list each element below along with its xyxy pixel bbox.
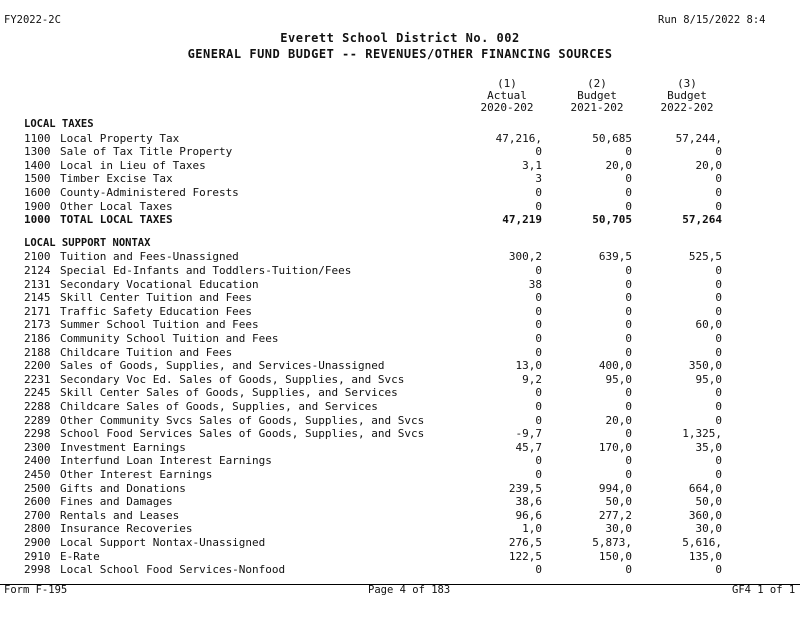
account-description: Childcare Sales of Goods, Supplies, and Services <box>60 400 378 413</box>
table-row <box>0 482 800 496</box>
budget-prior-value: 30,0 <box>605 522 632 536</box>
budget-current-value: 95,0 <box>695 372 722 386</box>
account-code: 2910 <box>24 549 51 563</box>
actual-value: 96,6 <box>515 508 542 522</box>
account-code: 1300 <box>24 145 51 159</box>
budget-prior-value: 150,0 <box>598 549 632 563</box>
budget-prior-value: 994,0 <box>598 481 632 495</box>
account-description: Childcare Tuition and Fees <box>60 345 233 359</box>
column-2-type: Budget <box>577 89 617 102</box>
run-timestamp: Run 8/15/2022 8:4 <box>658 14 766 26</box>
account-description: Local School Food Services-Nonfood <box>60 563 286 577</box>
table-row <box>0 213 800 227</box>
budget-prior-value: 0 <box>625 145 632 159</box>
account-description: Traffic Safety Education Fees <box>60 304 253 318</box>
budget-prior-value: 170,0 <box>598 440 632 454</box>
page-number: Page 4 of 183 <box>368 584 451 596</box>
table-row <box>0 359 800 373</box>
budget-current-value: 0 <box>715 145 722 159</box>
account-code: 2600 <box>24 495 51 509</box>
column-3-year: 2022-202 <box>660 101 714 114</box>
account-code: 2124 <box>24 264 51 277</box>
account-description: Other Local Taxes <box>60 199 173 213</box>
account-description: Investment Earnings <box>60 440 186 454</box>
account-description: Interfund Loan Interest Earnings <box>60 454 272 468</box>
table-row <box>0 414 800 428</box>
budget-prior-value: 0 <box>625 332 632 345</box>
budget-current-value: 20,0 <box>695 158 722 172</box>
budget-prior-value: 50,705 <box>592 213 632 227</box>
account-code: 2298 <box>24 427 51 441</box>
budget-prior-value: 0 <box>625 468 632 481</box>
account-code: 2800 <box>24 522 51 536</box>
table-row <box>0 441 800 455</box>
actual-value: 13,0 <box>515 359 542 373</box>
table-row <box>0 346 800 360</box>
account-code: 2400 <box>24 454 51 468</box>
table-row <box>0 550 800 564</box>
budget-current-value: 0 <box>715 413 722 427</box>
table-row <box>0 132 800 146</box>
column-1-type: Actual <box>487 89 527 102</box>
actual-value: 0 <box>535 468 542 481</box>
table-row <box>0 305 800 319</box>
account-description: Summer School Tuition and Fees <box>60 318 259 332</box>
actual-value: 0 <box>535 145 542 159</box>
account-description: Special Ed-Infants and Toddlers-Tuition/Fees <box>60 264 352 277</box>
budget-current-value: 57,264 <box>682 213 722 227</box>
budget-prior-value: 20,0 <box>605 158 632 172</box>
table-row <box>0 536 800 550</box>
account-description: Local Support Nontax-Unassigned <box>60 536 266 549</box>
form-code: GF4 1 of 1 <box>732 584 796 596</box>
account-description: Other Interest Earnings <box>60 468 213 481</box>
budget-current-value: 5,616, <box>682 536 722 549</box>
table-row <box>0 522 800 536</box>
actual-value: 0 <box>535 386 542 400</box>
actual-value: 0 <box>535 413 542 427</box>
account-description: Gifts and Donations <box>60 481 186 495</box>
column-3-type: Budget <box>667 89 707 102</box>
actual-value: 38 <box>528 277 542 291</box>
actual-value: 47,219 <box>502 213 542 227</box>
actual-value: 47,216, <box>495 131 542 145</box>
budget-prior-value: 0 <box>625 199 632 213</box>
account-description: Sale of Tax Title Property <box>60 145 233 159</box>
account-code: 2998 <box>24 563 51 577</box>
table-row <box>0 386 800 400</box>
budget-prior-value: 639,5 <box>598 250 632 264</box>
table-row <box>0 264 800 278</box>
account-description: Insurance Recoveries <box>60 522 193 536</box>
table-row <box>0 291 800 305</box>
right-edge-mask <box>790 0 800 618</box>
account-code: 1500 <box>24 172 51 186</box>
budget-prior-value: 0 <box>625 454 632 468</box>
actual-value: -9,7 <box>515 427 542 441</box>
account-code: 2450 <box>24 468 51 481</box>
budget-current-value: 60,0 <box>695 318 722 332</box>
account-code: 2300 <box>24 440 51 454</box>
fiscal-year-label: FY2022-2C <box>4 14 61 26</box>
budget-current-value: 0 <box>715 563 722 577</box>
account-description: County-Administered Forests <box>60 186 239 199</box>
account-description: Secondary Voc Ed. Sales of Goods, Supplies, and Svcs <box>60 372 405 386</box>
table-row <box>0 454 800 468</box>
budget-prior-value: 0 <box>625 563 632 577</box>
account-description: E-Rate <box>60 549 100 563</box>
budget-current-value: 0 <box>715 400 722 413</box>
account-code: 2288 <box>24 400 51 413</box>
account-description: Community School Tuition and Fees <box>60 332 279 345</box>
table-row <box>0 145 800 159</box>
budget-prior-value: 0 <box>625 186 632 199</box>
account-description: Rentals and Leases <box>60 508 180 522</box>
budget-current-value: 30,0 <box>695 522 722 536</box>
budget-prior-value: 0 <box>625 318 632 332</box>
actual-value: 3,1 <box>522 158 542 172</box>
account-code: 2200 <box>24 359 51 373</box>
account-description: Tuition and Fees-Unassigned <box>60 250 239 264</box>
budget-prior-value: 95,0 <box>605 372 632 386</box>
account-code: 2700 <box>24 508 51 522</box>
account-description: School Food Services Sales of Goods, Supplies, and Svcs <box>60 427 425 441</box>
budget-prior-value: 5,873, <box>592 536 632 549</box>
actual-value: 0 <box>535 264 542 277</box>
table-row <box>0 186 800 200</box>
account-code: 2131 <box>24 277 51 291</box>
budget-current-value: 57,244, <box>675 131 722 145</box>
table-row <box>0 172 800 186</box>
budget-current-value: 1,325, <box>682 427 722 441</box>
budget-prior-value: 0 <box>625 264 632 277</box>
table-row <box>0 400 800 414</box>
budget-current-value: 35,0 <box>695 440 722 454</box>
account-code: 2188 <box>24 345 51 359</box>
account-code: 2173 <box>24 318 51 332</box>
form-number: Form F-195 <box>4 584 68 596</box>
column-3-num: (3) <box>677 77 697 90</box>
budget-prior-value: 20,0 <box>605 413 632 427</box>
column-1-year: 2020-202 <box>480 101 534 114</box>
actual-value: 0 <box>535 563 542 577</box>
actual-value: 0 <box>535 454 542 468</box>
account-code: 1000 <box>24 213 51 227</box>
column-1-num: (1) <box>497 77 517 90</box>
budget-current-value: 360,0 <box>688 508 722 522</box>
actual-value: 0 <box>535 304 542 318</box>
actual-value: 0 <box>535 186 542 199</box>
account-description: Local Property Tax <box>60 131 180 145</box>
budget-current-value: 0 <box>715 345 722 359</box>
actual-value: 0 <box>535 400 542 413</box>
actual-value: 0 <box>535 318 542 332</box>
budget-prior-value: 0 <box>625 386 632 400</box>
budget-current-value: 0 <box>715 332 722 345</box>
table-row <box>0 373 800 387</box>
budget-current-value: 525,5 <box>688 250 722 264</box>
account-code: 2100 <box>24 250 51 264</box>
account-description: Skill Center Sales of Goods, Supplies, and Services <box>60 386 398 400</box>
account-code: 1900 <box>24 199 51 213</box>
budget-current-value: 0 <box>715 454 722 468</box>
table-row <box>0 495 800 509</box>
account-description: Timber Excise Tax <box>60 172 173 186</box>
table-row <box>0 278 800 292</box>
budget-current-value: 0 <box>715 264 722 277</box>
table-row <box>0 563 800 577</box>
column-2-num: (2) <box>587 77 607 90</box>
account-code: 2245 <box>24 386 51 400</box>
budget-prior-value: 50,0 <box>605 495 632 509</box>
table-row <box>0 159 800 173</box>
section-title: LOCAL SUPPORT NONTAX <box>24 236 151 249</box>
budget-prior-value: 0 <box>625 291 632 305</box>
actual-value: 0 <box>535 291 542 305</box>
account-description: Local in Lieu of Taxes <box>60 158 206 172</box>
budget-prior-value: 0 <box>625 427 632 441</box>
account-description: Sales of Goods, Supplies, and Services-Unassigned <box>60 359 385 373</box>
table-row <box>0 509 800 523</box>
budget-prior-value: 400,0 <box>598 359 632 373</box>
account-description: Secondary Vocational Education <box>60 277 259 291</box>
actual-value: 0 <box>535 199 542 213</box>
table-row <box>0 250 800 264</box>
budget-prior-value: 277,2 <box>598 508 632 522</box>
account-description: Fines and Damages <box>60 495 173 509</box>
budget-current-value: 0 <box>715 172 722 186</box>
section-title: LOCAL TAXES <box>24 118 94 130</box>
budget-prior-value: 0 <box>625 172 632 186</box>
budget-prior-value: 0 <box>625 400 632 413</box>
budget-current-value: 0 <box>715 468 722 481</box>
budget-current-value: 0 <box>715 304 722 318</box>
account-code: 1100 <box>24 131 51 145</box>
table-row <box>0 468 800 482</box>
budget-current-value: 50,0 <box>695 495 722 509</box>
budget-current-value: 135,0 <box>688 549 722 563</box>
actual-value: 9,2 <box>522 372 542 386</box>
budget-current-value: 350,0 <box>688 359 722 373</box>
budget-current-value: 0 <box>715 199 722 213</box>
actual-value: 38,6 <box>515 495 542 509</box>
budget-current-value: 0 <box>715 386 722 400</box>
account-code: 2145 <box>24 291 51 305</box>
account-code: 2171 <box>24 304 51 318</box>
table-row <box>0 427 800 441</box>
table-row <box>0 318 800 332</box>
budget-current-value: 664,0 <box>688 481 722 495</box>
actual-value: 0 <box>535 332 542 345</box>
report-title: GENERAL FUND BUDGET -- REVENUES/OTHER FINANCING SOURCES <box>187 47 613 61</box>
budget-current-value: 0 <box>715 291 722 305</box>
budget-current-value: 0 <box>715 277 722 291</box>
actual-value: 239,5 <box>508 481 542 495</box>
account-code: 2289 <box>24 413 51 427</box>
account-description: Other Community Svcs Sales of Goods, Supplies, and Svcs <box>60 413 425 427</box>
budget-prior-value: 0 <box>625 345 632 359</box>
account-description: TOTAL LOCAL TAXES <box>60 213 173 227</box>
budget-current-value: 0 <box>715 186 722 199</box>
district-name: Everett School District No. 002 <box>280 31 520 45</box>
account-code: 2500 <box>24 481 51 495</box>
actual-value: 276,5 <box>508 536 542 549</box>
column-2-year: 2021-202 <box>570 101 624 114</box>
account-code: 2900 <box>24 536 51 549</box>
account-code: 1600 <box>24 186 51 199</box>
actual-value: 1,0 <box>522 522 542 536</box>
account-code: 1400 <box>24 158 51 172</box>
account-code: 2186 <box>24 332 51 345</box>
actual-value: 300,2 <box>508 250 542 264</box>
table-row <box>0 200 800 214</box>
budget-prior-value: 50,685 <box>592 131 632 145</box>
account-code: 2231 <box>24 372 51 386</box>
budget-prior-value: 0 <box>625 304 632 318</box>
table-row <box>0 332 800 346</box>
actual-value: 0 <box>535 345 542 359</box>
actual-value: 45,7 <box>515 440 542 454</box>
actual-value: 122,5 <box>508 549 542 563</box>
actual-value: 3 <box>535 172 542 186</box>
account-description: Skill Center Tuition and Fees <box>60 291 253 305</box>
budget-prior-value: 0 <box>625 277 632 291</box>
